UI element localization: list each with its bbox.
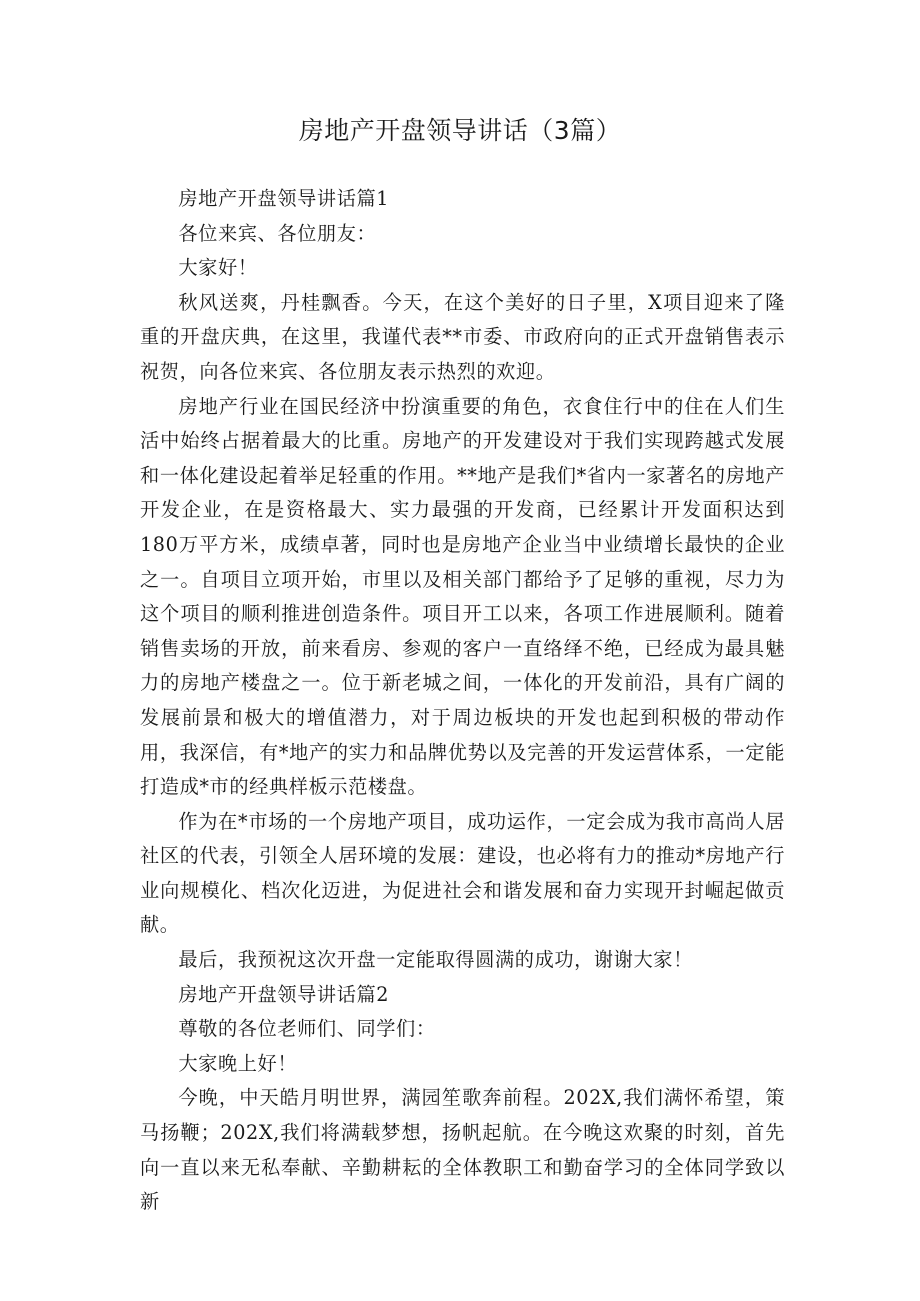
section-heading: 房地产开盘领导讲话篇2: [178, 982, 390, 1006]
body-paragraph: 房地产行业在国民经济中扮演重要的角色，衣食住行中的住在人们生活中始终占据着最大的比重。房地产的开发建设对于我们实现跨越式发展和一体化建设起着举足轻重的作用。**地产是我们*省内一家著名的房地产开发企业，在是资格最大、实力最强的开发商，已经累计开发面积达到180万平方米，成绩卓著，同时也是房地产企业当中业绩增长最快的企业之一。自项目立项开始，市里以及相关部门都给予了足够的重视，尽力为这个项目的顺利推进创造条件。项目开工以来，各项工作进展顺利。随着销售卖场的开放，前来看房、参观的客户一直络绎不绝，已经成为最具魅力的房地产楼盘之一。位于新老城之间，一体化的开发前沿，具有广阔的发展前景和极大的增值潜力，对于周边板块的开发也起到积极的带动作用，我深信，有*地产的实力和品牌优势以及完善的开发运营体系，一定能打造成*市的经典样板示范楼盘。: [140, 394, 785, 799]
body-paragraph: 作为在*市场的一个房地产项目，成功运作，一定会成为我市高尚人居社区的代表，引领全人居环境的发展：建设，也必将有力的推动*房地产行业向规模化、档次化迈进，为促进社会和谐发展和奋力实现开封崛起做贡献。: [140, 809, 785, 937]
document-body: [140, 182, 785, 1220]
greeting: 大家晚上好！: [178, 1051, 298, 1075]
body-paragraph: 秋风送爽，丹桂飘香。今天，在这个美好的日子里，X项目迎来了隆重的开盘庆典，在这里，我谨代表**市委、市政府向的正式开盘销售表示祝贺，向各位来宾、各位朋友表示热烈的欢迎。: [140, 290, 785, 383]
greeting: 大家好！: [178, 256, 258, 280]
closing-line: 最后，我预祝这次开盘一定能取得圆满的成功，谢谢大家！: [178, 948, 693, 972]
salutation: 各位来宾、各位朋友：: [178, 221, 377, 245]
section-heading: 房地产开盘领导讲话篇1: [178, 187, 390, 210]
salutation: 尊敬的各位老师们、同学们：: [178, 1017, 436, 1041]
document-title: 房地产开盘领导讲话（3篇）: [298, 116, 622, 145]
body-paragraph: 今晚，中天皓月明世界，满园笙歌奔前程。202X,我们满怀希望，策马扬鞭；202X,我们将满载梦想，扬帆起航。在今晚这欢聚的时刻，首先向一直以来无私奉献、辛勤耕耘的全体教职工和勤奋学习的全体同学致以新: [140, 1086, 785, 1214]
